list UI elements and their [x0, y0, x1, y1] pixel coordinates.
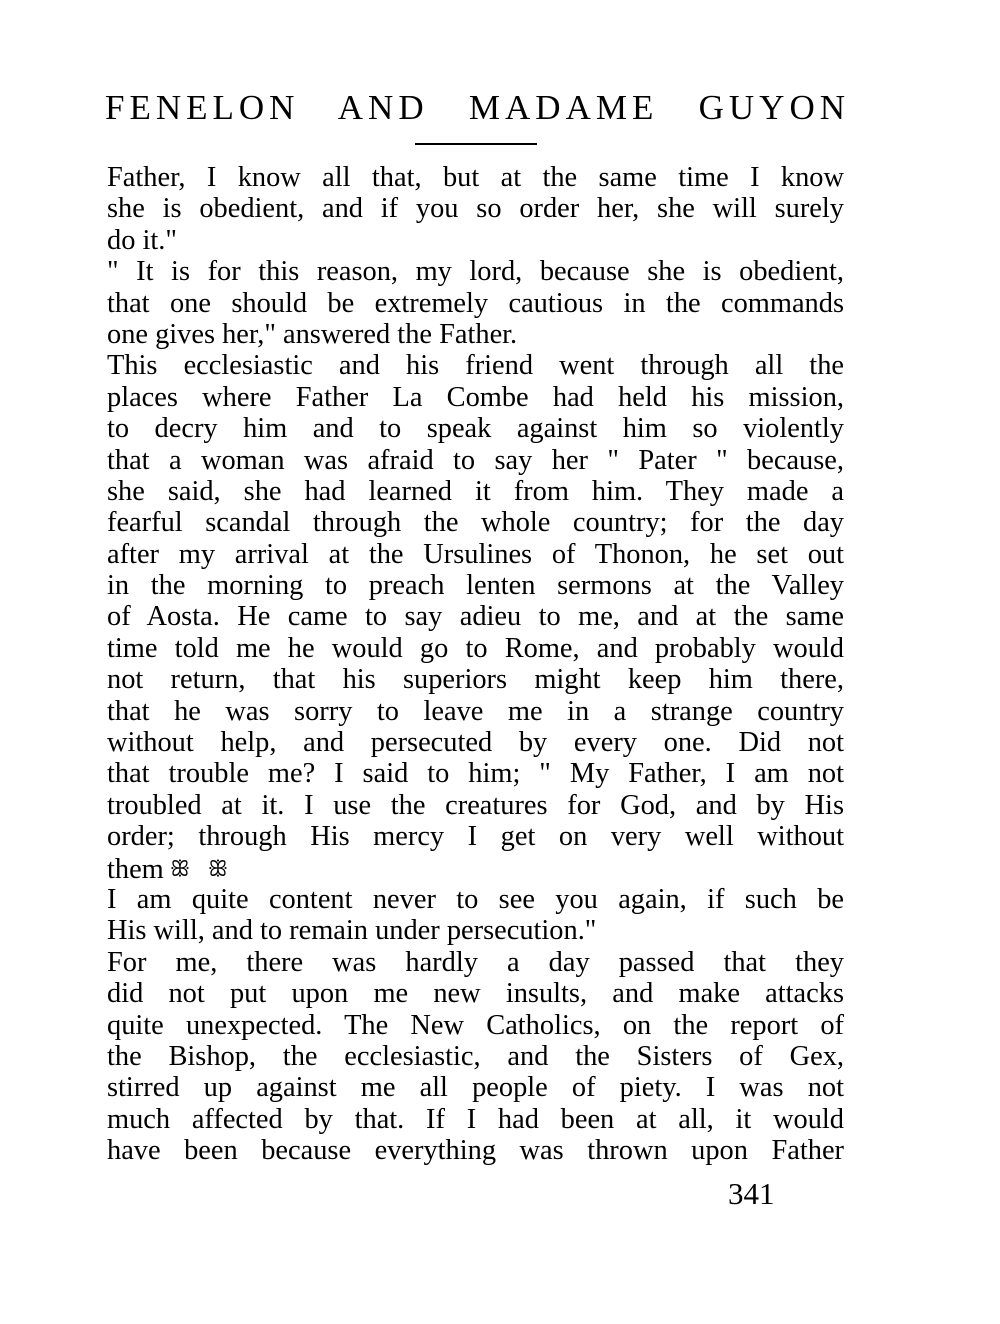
- ornament-icon: ꕥ ꕥ: [169, 855, 235, 881]
- text-line: that trouble me? I said to him; " My Father, I am not: [107, 758, 844, 790]
- text-line: in the morning to preach lenten sermons at the Valley: [107, 570, 844, 602]
- text-line: that one should be extremely cautious in the commands: [107, 287, 844, 319]
- text-line: For me, there was hardly a day passed that they: [107, 946, 844, 978]
- text-line: This ecclesiastic and his friend went through all the: [107, 350, 844, 382]
- body-text: [107, 162, 844, 1167]
- text-line: after my arrival at the Ursulines of Thonon, he set out: [107, 538, 844, 570]
- page-number: 341: [728, 1176, 775, 1211]
- text-line: time told me he would go to Rome, and probably would: [107, 632, 844, 664]
- text-line: places where Father La Combe had held his mission,: [107, 381, 844, 413]
- text-line: she is obedient, and if you so order her, she will surely: [107, 193, 844, 225]
- text-line: fearful scandal through the whole country; for the day: [107, 507, 844, 539]
- text-line: " It is for this reason, my lord, because she is obedient,: [107, 256, 844, 288]
- text-line: that a woman was afraid to say her " Pater " because,: [107, 444, 844, 476]
- text-line: without help, and persecuted by every one. Did not: [107, 727, 844, 759]
- header-rule: [415, 143, 537, 145]
- text-line-with-ornament: [107, 853, 844, 884]
- text-line: not return, that his superiors might keep him there,: [107, 664, 844, 696]
- text-line: order; through His mercy I get on very well without: [107, 821, 844, 853]
- text-line: Father, I know all that, but at the same time I know: [107, 162, 844, 193]
- text-line: have been because everything was thrown upon Father: [107, 1135, 844, 1167]
- text-line: stirred up against me all people of piety. I was not: [107, 1072, 844, 1104]
- text-line: that he was sorry to leave me in a strange country: [107, 695, 844, 727]
- text-line: His will, and to remain under persecution.": [107, 915, 597, 947]
- text-line: them: [107, 853, 164, 885]
- text-line: she said, she had learned it from him. They made a: [107, 475, 844, 507]
- text-line: much affected by that. If I had been at all, it would: [107, 1103, 844, 1135]
- running-header: FENELON AND MADAME GUYON: [105, 88, 850, 127]
- text-line: do it.": [107, 224, 177, 256]
- text-line: I am quite content never to see you again, if such be: [107, 883, 844, 915]
- text-line: the Bishop, the ecclesiastic, and the Sisters of Gex,: [107, 1040, 844, 1072]
- text-line: did not put upon me new insults, and make attacks: [107, 978, 844, 1010]
- text-line: quite unexpected. The New Catholics, on the report of: [107, 1009, 844, 1041]
- text-line: troubled at it. I use the creatures for God, and by His: [107, 789, 844, 821]
- text-line: of Aosta. He came to say adieu to me, and at the same: [107, 601, 844, 633]
- text-line: one gives her," answered the Father.: [107, 318, 518, 350]
- text-line: to decry him and to speak against him so violently: [107, 413, 844, 445]
